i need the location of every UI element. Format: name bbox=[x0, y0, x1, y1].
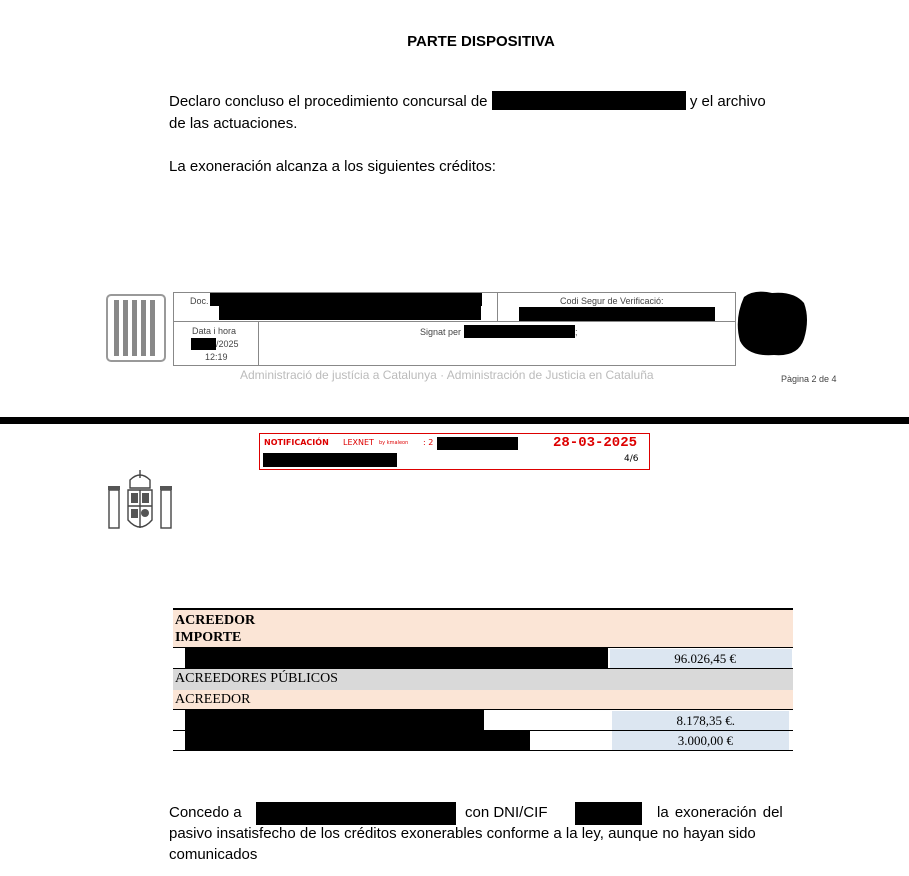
redacted-name bbox=[492, 91, 686, 110]
page-separator bbox=[0, 417, 909, 424]
dni-label: con DNI/CIF bbox=[465, 804, 548, 821]
redacted-creditor bbox=[185, 710, 484, 730]
redacted-lexnet-party bbox=[263, 453, 397, 467]
lexnet-date: 28-03-2025 bbox=[553, 435, 638, 451]
redacted-creditor bbox=[185, 648, 608, 668]
redacted-dni bbox=[575, 802, 642, 825]
page-number: Pàgina 2 de 4 bbox=[781, 374, 837, 384]
row2-amount: 8.178,35 €. bbox=[676, 713, 735, 728]
public-creditors-label: ACREEDORES PÚBLICOS bbox=[175, 671, 338, 686]
closing-line2: pasivo insatisfecho de los créditos exonerables conforme a la ley, aunque no hayan sido bbox=[169, 825, 756, 842]
redacted-creditor bbox=[185, 730, 530, 750]
redacted-date bbox=[191, 338, 216, 350]
sub-header-acreedor: ACREEDOR bbox=[175, 692, 251, 707]
header-importe: IMPORTE bbox=[175, 630, 242, 645]
spain-coat-of-arms-icon bbox=[106, 468, 174, 538]
amount-cell bbox=[610, 649, 792, 668]
lexnet-pages: 4/6 bbox=[624, 454, 639, 464]
lexnet-sep: : 2 bbox=[423, 438, 434, 447]
date-year: /2025 bbox=[216, 339, 239, 349]
redacted-verification-code bbox=[519, 307, 715, 321]
lexnet-notification-label: NOTIFICACIÓN bbox=[264, 438, 329, 447]
justice-footer: Administració de justícia a Catalunya · Administración de Justicia en Cataluña bbox=[240, 368, 654, 382]
lexnet-by: by kmaleon bbox=[379, 440, 409, 446]
doc-label: Doc. bbox=[190, 296, 209, 306]
catalonia-seal-icon bbox=[106, 294, 166, 362]
para1-line2: de las actuaciones. bbox=[169, 115, 298, 132]
redacted-qr-icon bbox=[734, 289, 810, 359]
header-acreedor: ACREEDOR bbox=[175, 613, 256, 628]
signed-by-suffix: ; bbox=[575, 327, 578, 337]
para1-text-end: y el archivo bbox=[689, 93, 766, 110]
exoneration-paragraph bbox=[169, 802, 795, 865]
signature-box-divider bbox=[258, 321, 259, 366]
sub-header-row bbox=[173, 690, 793, 710]
credits-intro: La exoneración alcanza a los siguientes créditos: bbox=[169, 158, 496, 175]
redacted-lexnet-ref bbox=[437, 437, 518, 450]
row3-amount: 3.000,00 € bbox=[677, 733, 733, 748]
exoneracion-text: la exoneración del bbox=[657, 804, 783, 821]
redacted-doc-id bbox=[210, 293, 482, 306]
verification-label: Codi Segur de Verificació: bbox=[560, 296, 664, 306]
para1-text-start: Declaro concluso el procedimiento concursal de bbox=[169, 93, 488, 110]
public-creditors-row bbox=[173, 669, 793, 690]
redacted-signer bbox=[464, 325, 575, 338]
time-value: 12:19 bbox=[205, 352, 228, 362]
closing-line3: comunicados bbox=[169, 846, 258, 863]
signed-by-label: Signat per bbox=[420, 327, 462, 337]
lexnet-label: LEXNET bbox=[343, 438, 374, 447]
conclusion-paragraph bbox=[169, 91, 795, 135]
amount-cell bbox=[612, 731, 789, 750]
redacted-doc-id-2 bbox=[219, 306, 481, 320]
page-title: PARTE DISPOSITIVA bbox=[407, 33, 555, 50]
amount-cell bbox=[612, 711, 789, 730]
date-label: Data i hora bbox=[192, 326, 237, 336]
signature-box-divider bbox=[497, 292, 498, 322]
concedo-text: Concedo a bbox=[169, 804, 242, 821]
redacted-debtor bbox=[256, 802, 456, 825]
row1-amount: 96.026,45 € bbox=[674, 651, 736, 666]
table-header bbox=[173, 610, 793, 648]
